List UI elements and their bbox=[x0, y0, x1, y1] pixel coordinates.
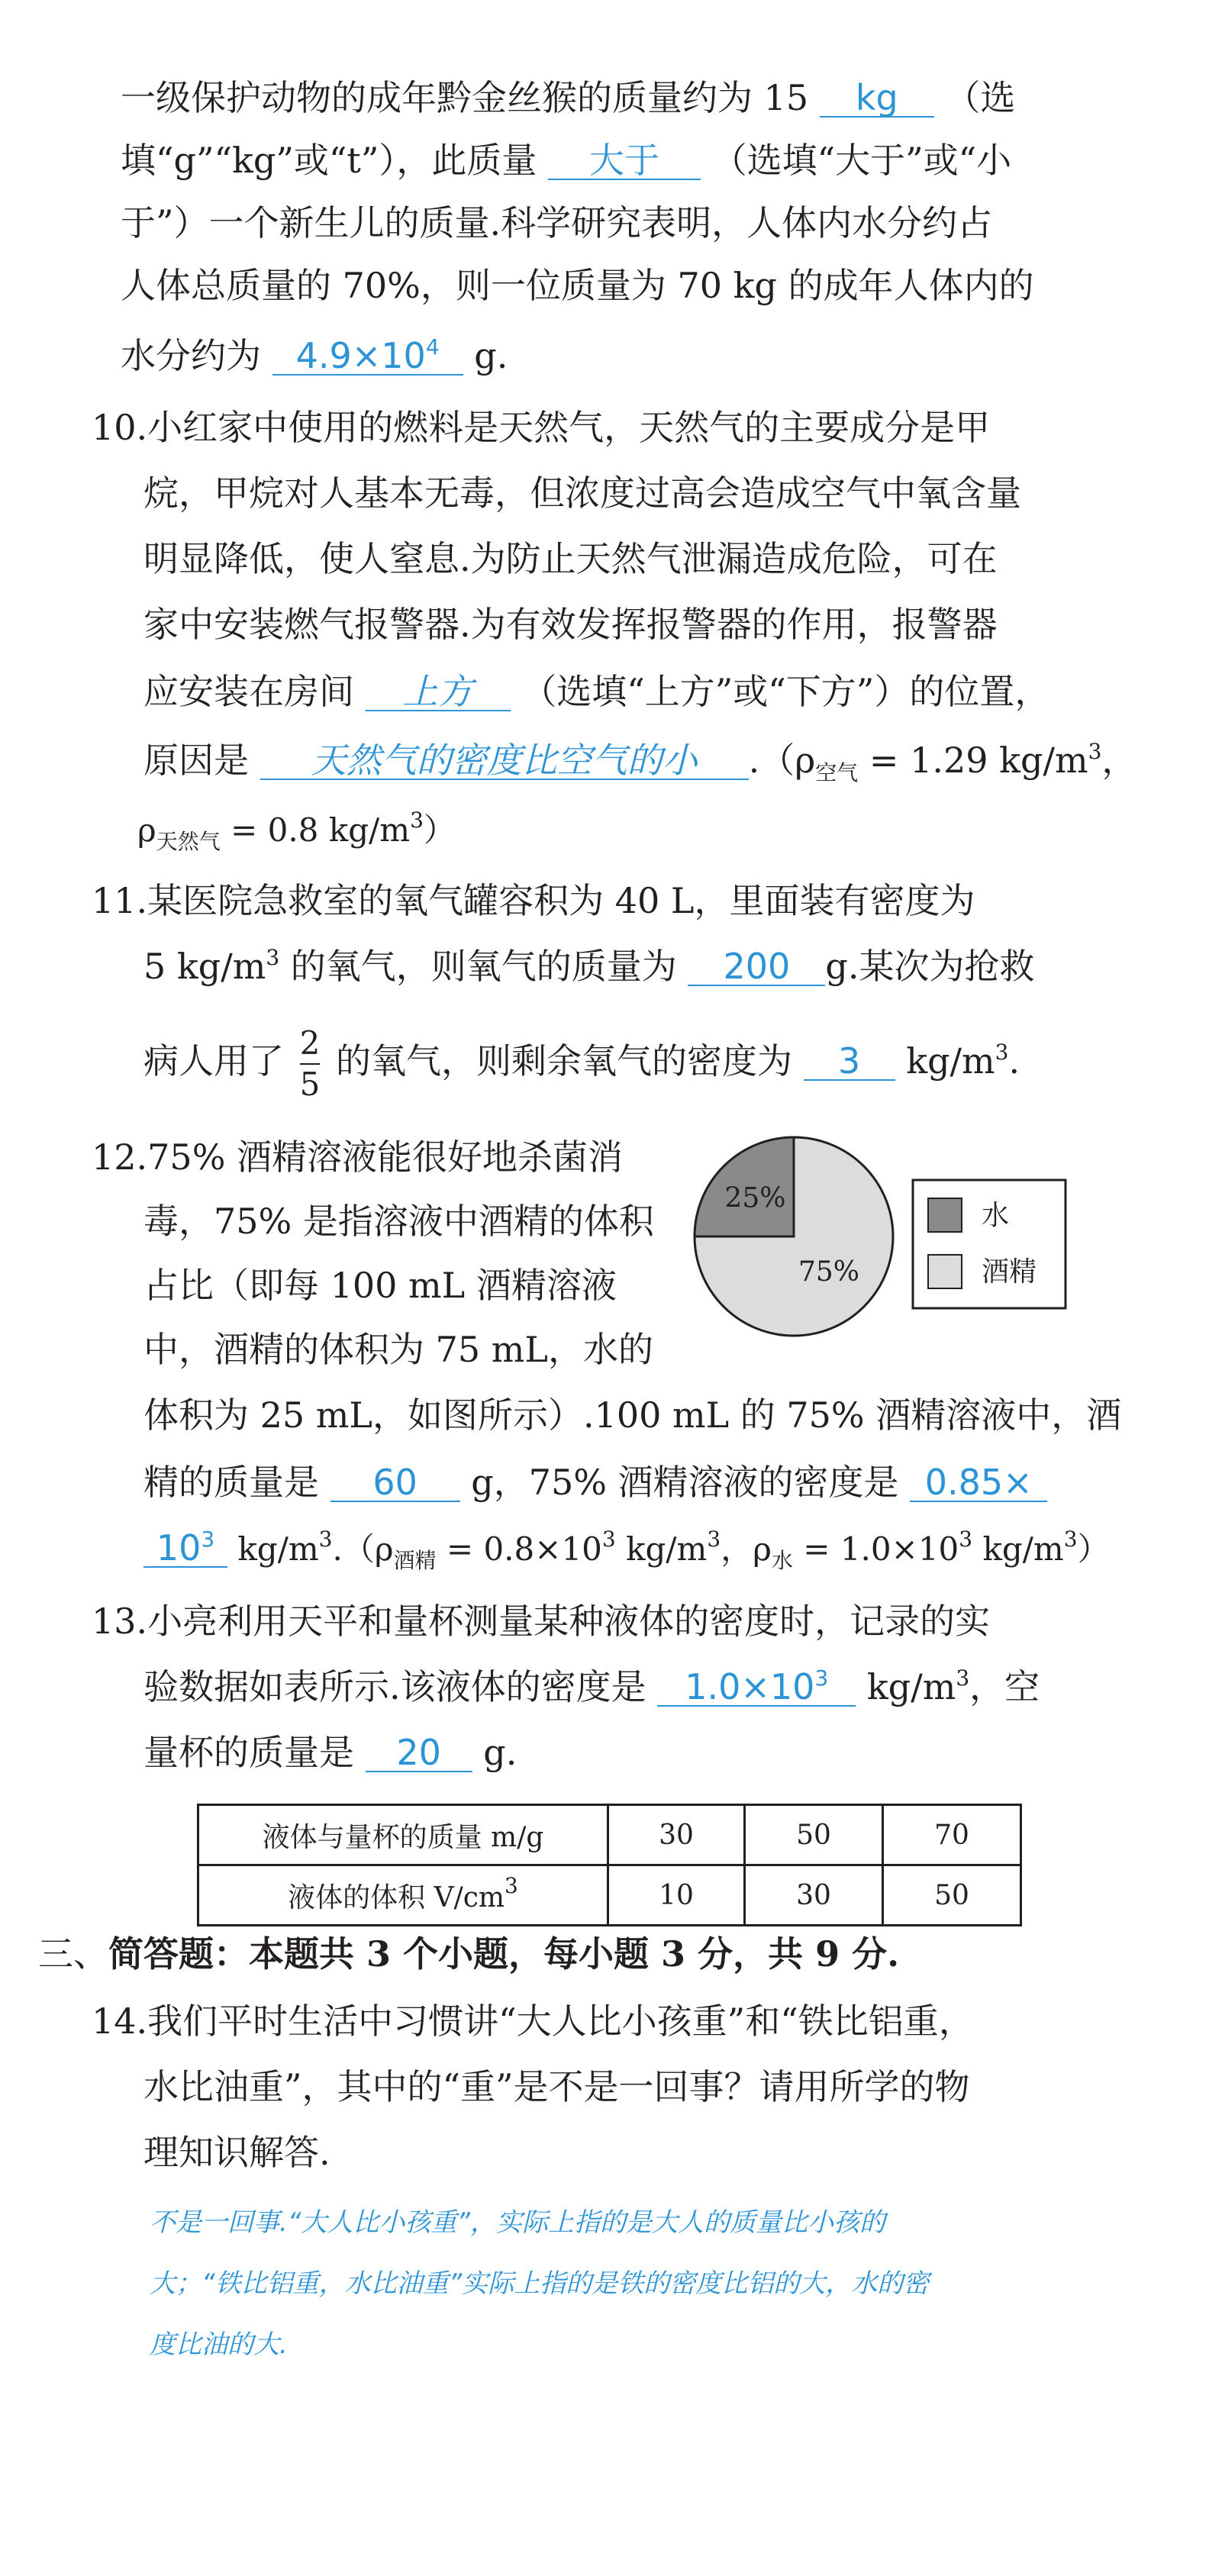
q12-line-4: 中，酒精的体积为 75 mL，水的 bbox=[143, 1329, 653, 1370]
pie-slice-label: 75% bbox=[798, 1256, 859, 1288]
table-cell: 70 bbox=[883, 1805, 1021, 1865]
q9-line-3: 于”）一个新生儿的质量.科学研究表明，人体内水分约占 bbox=[121, 202, 993, 243]
q12-answer-mass[interactable]: 60 bbox=[330, 1464, 460, 1502]
q11-answer-mass[interactable]: 200 bbox=[688, 948, 825, 986]
q10-line-5: 应安装在房间 上方 （选填“上方”或“下方”）的位置， bbox=[143, 671, 1050, 712]
q12-line-2: 毒，75% 是指溶液中酒精的体积 bbox=[143, 1201, 654, 1242]
q9-line-4: 人体总质量的 70%，则一位质量为 70 kg 的成年人体内的 bbox=[121, 265, 1034, 306]
measurement-table bbox=[197, 1804, 1022, 1926]
q11-line-2: 5 $kg/m^3$ 的氧气，则氧气的质量为 200 g.某次为抢救 bbox=[143, 945, 1035, 987]
q13-line-1: 13.小亮利用天平和量杯测量某种液体的密度时，记录的实 bbox=[92, 1601, 991, 1642]
q10-line-4: 家中安装燃气报警器.为有效发挥报警器的作用，报警器 bbox=[143, 604, 998, 645]
legend-label: 水 bbox=[982, 1200, 1010, 1231]
table-row-label: 液体与量杯的质量 m/g bbox=[198, 1805, 608, 1865]
q9-line-1: 一级保护动物的成年黔金丝猴的质量约为 15 kg （选 bbox=[121, 77, 1016, 118]
legend-label: 酒精 bbox=[982, 1256, 1037, 1288]
q9-line-2: 填“g”“kg”或“t”），此质量 大于 （选填“大于”或“小 bbox=[121, 140, 1012, 181]
table-row-label: 液体的体积 $V/cm^3$ bbox=[198, 1865, 608, 1926]
alcohol-pie-chart bbox=[687, 1130, 1084, 1343]
q13-answer-cup-mass[interactable]: 20 bbox=[366, 1734, 472, 1772]
q12-line-3: 占比（即每 100 mL 酒精溶液 bbox=[143, 1265, 617, 1306]
q9-answer-water-mass[interactable]: $4.9\times 10^4$ bbox=[272, 337, 463, 376]
q12-line-5: 体积为 25 mL，如图所示）.100 mL 的 75% 酒精溶液中，酒 bbox=[143, 1394, 1122, 1436]
table-cell: 50 bbox=[883, 1865, 1021, 1926]
q11-fraction: $\frac{2}{5}$ bbox=[299, 1024, 321, 1103]
legend-swatch bbox=[928, 1255, 962, 1288]
q12-answer-density-part1[interactable]: 0.85× bbox=[910, 1464, 1047, 1502]
q9-answer-compare[interactable]: 大于 bbox=[548, 142, 701, 180]
q10-line-6: 原因是 天然气的密度比空气的小 $.(\rho_{空气} = 1.29$ $kg/m^3$， bbox=[143, 739, 1137, 785]
q10-line-2: 烷，甲烷对人基本无毒，但浓度过高会造成空气中氧含量 bbox=[143, 472, 1021, 514]
q11-line-1: 11.某医院急救室的氧气罐容积为 40 L，里面装有密度为 bbox=[92, 880, 975, 921]
q14-answer-line-2: 大；“铁比铝重，水比油重”实际上指的是铁的密度比铝的大，水的密 bbox=[150, 2268, 930, 2299]
table-cell: 10 bbox=[608, 1865, 745, 1926]
q9-line-5: 水分约为 $4.9\times 10^4$ g. bbox=[121, 334, 508, 376]
section-3-heading: 三、简答题：本题共 3 个小题，每小题 3 分，共 9 分. bbox=[38, 1933, 900, 1975]
q10-line-1: 10.小红家中使用的燃料是天然气，天然气的主要成分是甲 bbox=[92, 407, 991, 448]
q12-line-6: 精的质量是 60 g，75% 酒精溶液的密度是 0.85× bbox=[143, 1459, 1047, 1505]
q12-line-1: 12.75% 酒精溶液能很好地杀菌消 bbox=[92, 1136, 624, 1178]
q13-answer-density[interactable]: $1.0\times 10^3$ bbox=[657, 1668, 856, 1707]
q10-line-7: $\rho_{天然气} = 0.8$ $kg/m^3$） bbox=[137, 808, 456, 854]
table-row bbox=[198, 1865, 1021, 1926]
q11-answer-density[interactable]: 3 bbox=[804, 1043, 895, 1081]
table-cell: 30 bbox=[745, 1865, 883, 1926]
q12-answer-density-part2[interactable]: $10^3$ bbox=[143, 1530, 227, 1568]
table-row bbox=[198, 1805, 1021, 1865]
legend-swatch bbox=[928, 1198, 962, 1232]
table-cell: 30 bbox=[608, 1805, 745, 1865]
q12-line-7: $10^3$ $kg/m^3.(\rho_{酒精} = 0.8\times 10^3$ $kg/m^3$，$\rho_水 = 1.0\times 10^3$ $kg/m^3$） bbox=[143, 1527, 1110, 1572]
q10-answer-reason[interactable]: 天然气的密度比空气的小 bbox=[260, 742, 749, 780]
q14-line-2: 水比油重”，其中的“重”是不是一回事？请用所学的物 bbox=[143, 2066, 970, 2107]
q11-line-3: 病人用了 $\frac{2}{5}$ 的氧气，则剩余氧气的密度为 3 $kg/m^3$. bbox=[143, 1024, 1020, 1103]
q14-answer-line-3: 度比油的大. bbox=[150, 2329, 288, 2360]
q10-answer-position[interactable]: 上方 bbox=[366, 673, 511, 711]
q13-line-3: 量杯的质量是 20 g. bbox=[143, 1732, 517, 1773]
q14-line-3: 理知识解答. bbox=[143, 2132, 330, 2173]
q9-answer-unit[interactable]: kg bbox=[820, 79, 934, 118]
q13-line-2: 验数据如表所示.该液体的密度是 $1.0\times 10^3$ $kg/m^3$，空 bbox=[143, 1665, 1040, 1707]
q14-line-1: 14.我们平时生活中习惯讲“大人比小孩重”和“铁比铝重， bbox=[92, 2001, 974, 2042]
pie-slice-label: 25% bbox=[724, 1182, 786, 1214]
table-cell: 50 bbox=[745, 1805, 883, 1865]
q10-line-3: 明显降低，使人窒息.为防止天然气泄漏造成危险，可在 bbox=[143, 538, 998, 579]
q14-answer-line-1: 不是一回事.“大人比小孩重”，实际上指的是大人的质量比小孩的 bbox=[150, 2207, 886, 2238]
